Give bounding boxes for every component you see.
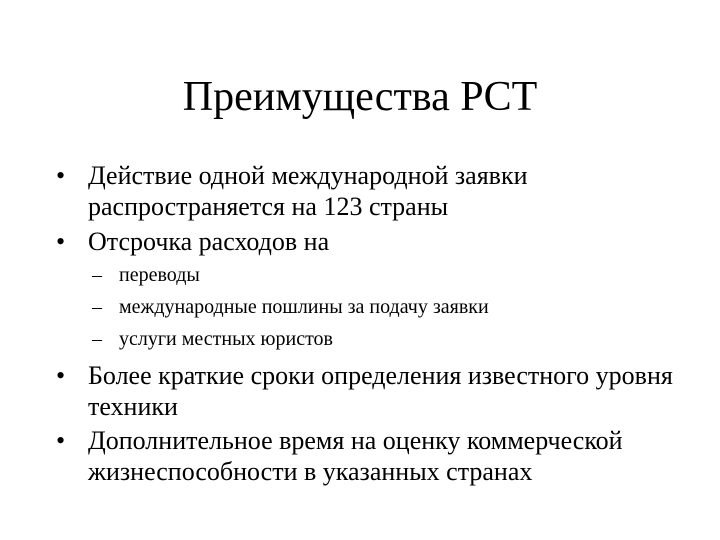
sub-item (92, 293, 692, 322)
bullet-icon: • (56, 227, 66, 256)
bullet-text: Отсрочка расходов на (88, 227, 330, 256)
sub-item-text: переводы (119, 264, 200, 286)
bullet-item (56, 360, 696, 422)
bullet-text: Действие одной международной заявки распространяется на 123 страны (88, 161, 528, 221)
bullet-icon: • (56, 361, 66, 390)
dash-icon: – (92, 264, 102, 286)
bullet-item (56, 160, 696, 222)
bullet-text: Дополнительное время на оценку коммерческой жизнеспособности в указанных странах (88, 426, 623, 486)
dash-icon: – (92, 328, 102, 350)
bullet-icon: • (56, 426, 66, 455)
sub-item (92, 325, 692, 354)
slide-title: Преимущества PCT (182, 74, 538, 120)
sub-item (92, 261, 692, 290)
bullet-icon: • (56, 161, 66, 190)
dash-icon: – (92, 296, 102, 318)
sub-item-text: международные пошлины за подачу заявки (119, 296, 489, 318)
bullet-text: Более краткие сроки определения известного уровня техники (88, 361, 673, 421)
bullet-item (56, 425, 696, 487)
sub-item-text: услуги местных юристов (119, 328, 333, 350)
bullet-item (56, 226, 696, 257)
